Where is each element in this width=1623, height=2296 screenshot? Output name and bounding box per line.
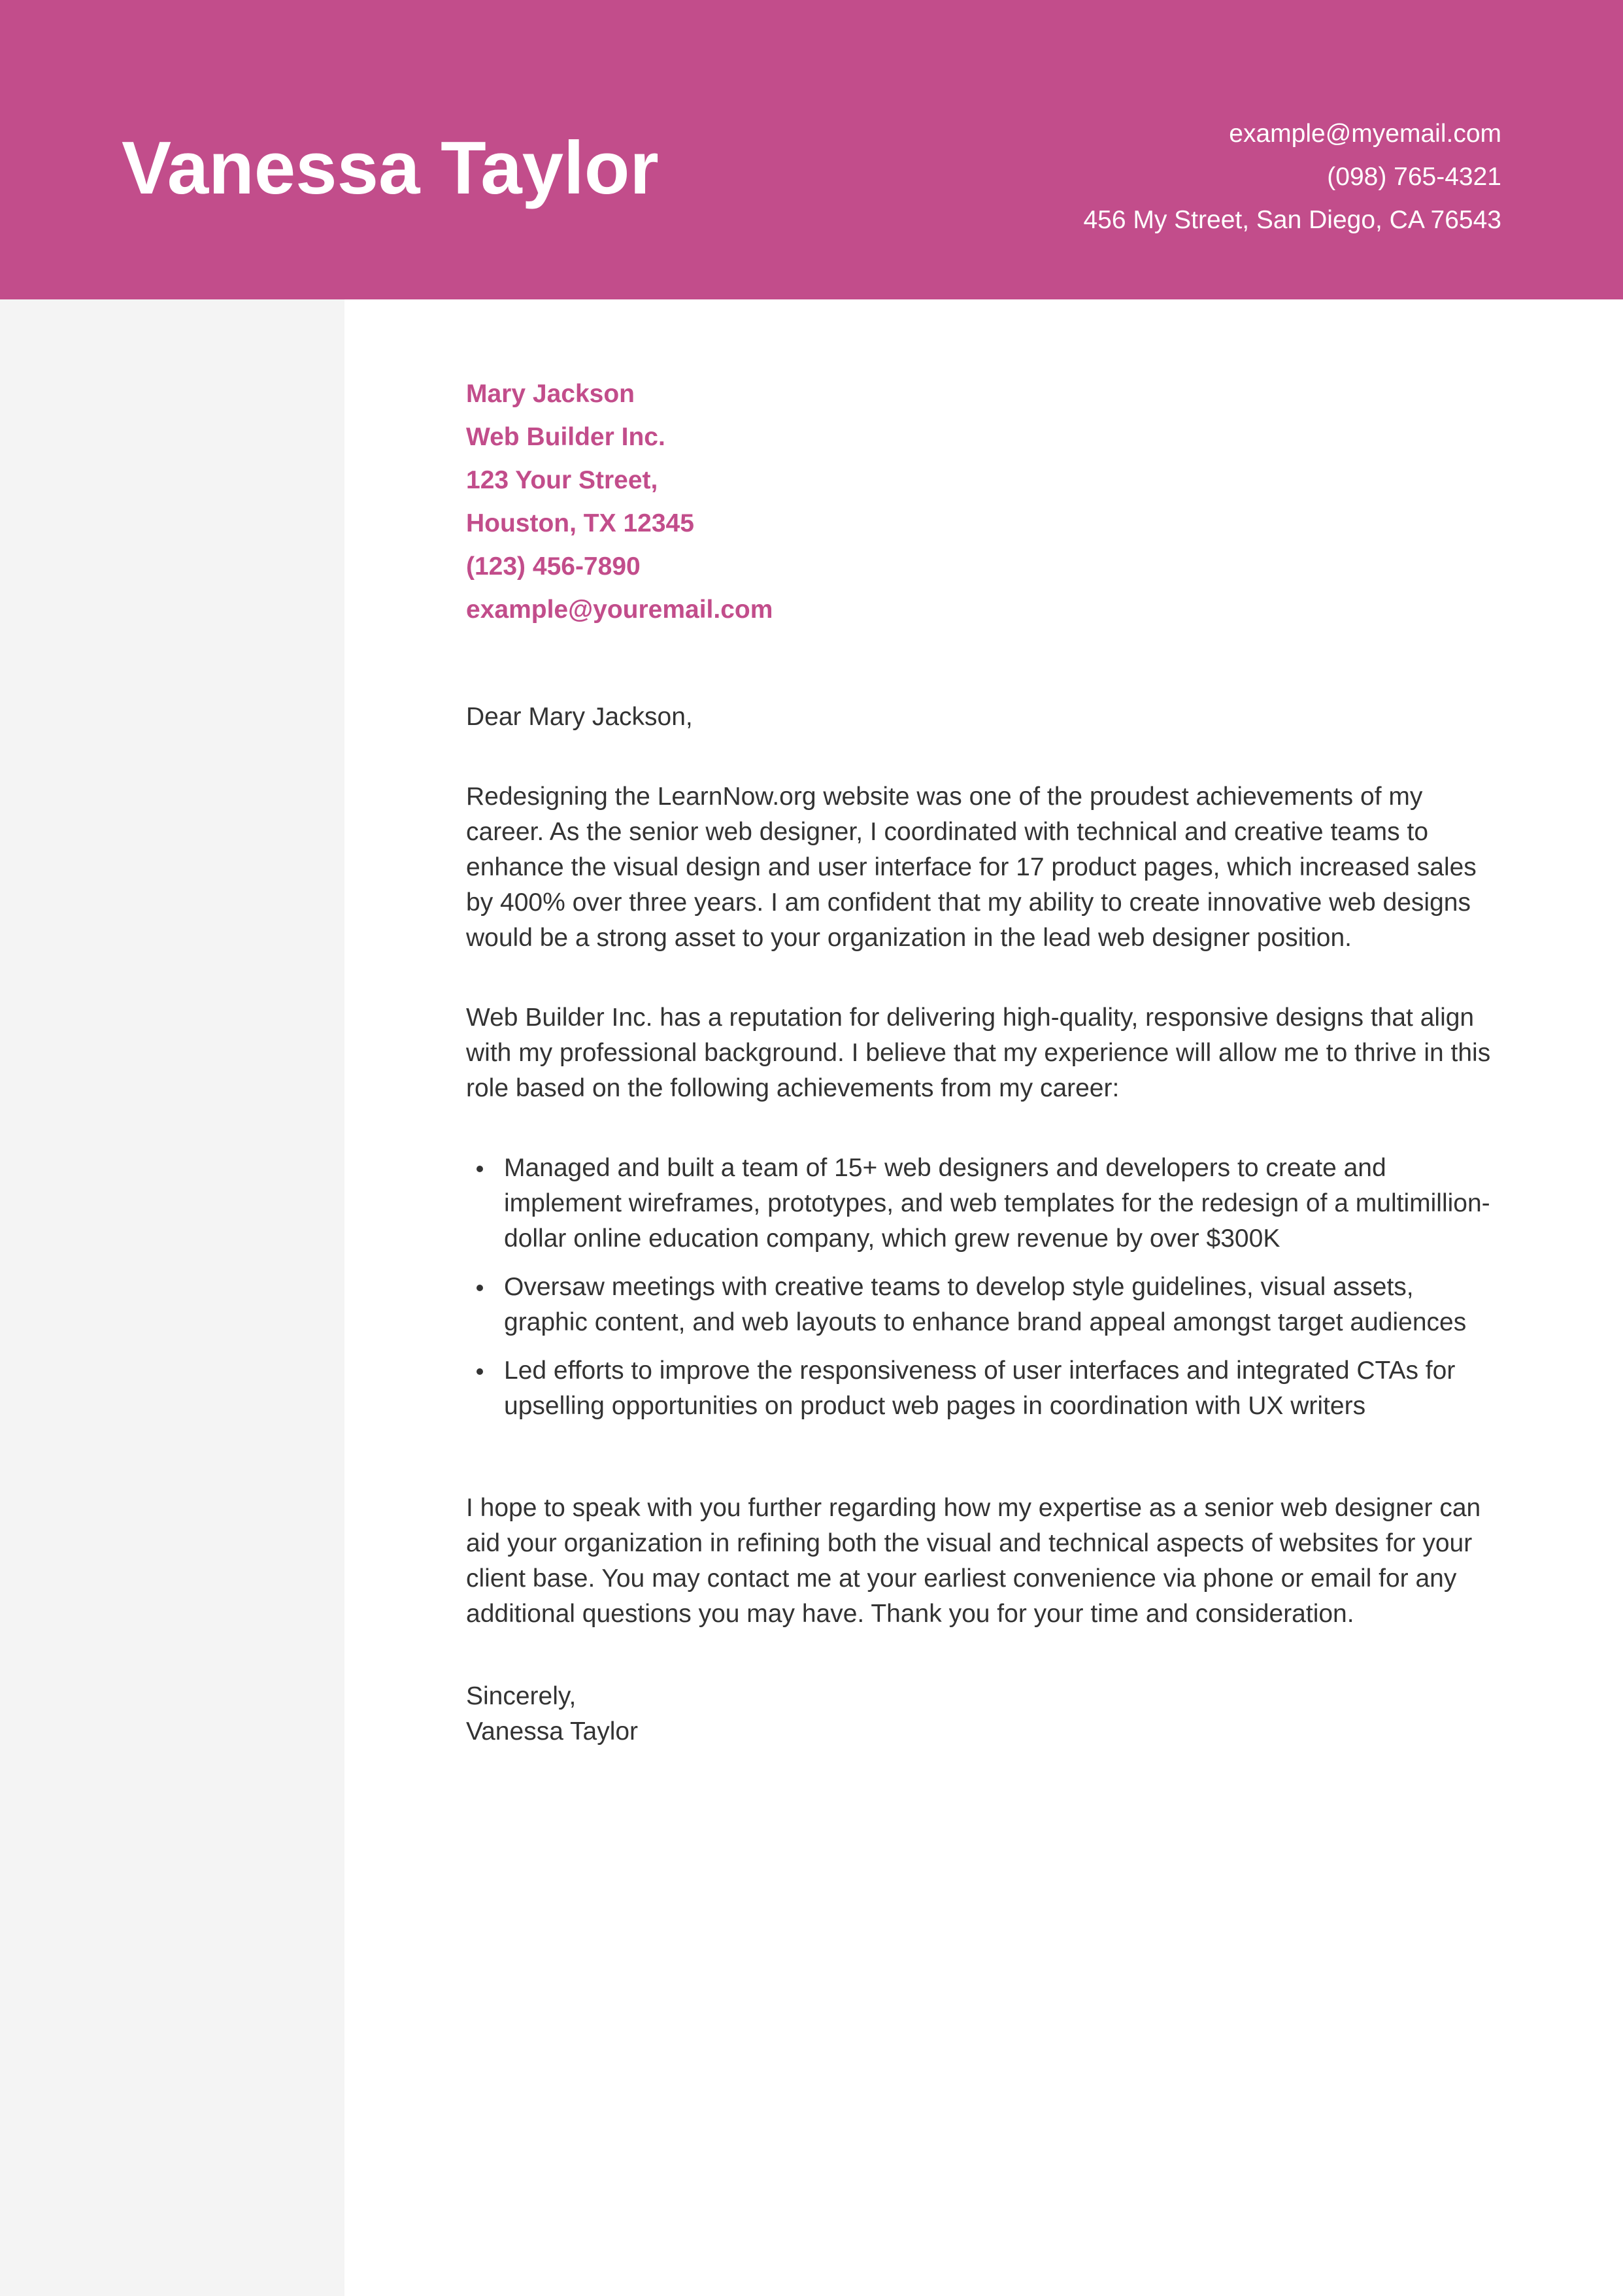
paragraph-fit: Web Builder Inc. has a reputation for delivering high-quality, responsive designs that align with my professional background. I believe that my experience will allow me to thrive in this role based on the following achievements from my career:	[466, 1004, 1491, 1102]
achievement-text: Managed and built a team of 15+ web designers and developers to create and implement wireframes, prototypes, and web templates for the redesign of a multimillion-dollar online education company, which grew revenue by over $300K	[504, 1154, 1490, 1253]
bullet-icon	[477, 1285, 483, 1291]
closing-phrase: Sincerely,	[466, 1682, 577, 1710]
letter-body	[466, 373, 1502, 1749]
header-banner	[0, 0, 1623, 299]
bullet-icon	[477, 1368, 483, 1375]
recipient-street: 123 Your Street,	[466, 466, 658, 494]
applicant-phone: (098) 765-4321	[1327, 163, 1501, 191]
list-item	[504, 1270, 1502, 1340]
applicant-contact	[1083, 112, 1501, 242]
achievement-text: Led efforts to improve the responsiveness of user interfaces and integrated CTAs for upselling opportunities on product web pages in coordination with UX writers	[504, 1357, 1456, 1420]
paragraph-intro: Redesigning the LearnNow.org website was one of the proudest achievements of my career. As the senior web designer, I coordinated with technical and creative teams to enhance the visual design and user interface for 17 product pages, which increased sales by 400% over three years. I am confident that my ability to create innovative web designs would be a strong asset to your organization in the lead web designer position.	[466, 783, 1477, 952]
recipient-block	[466, 373, 1502, 632]
recipient-email: example@youremail.com	[466, 596, 773, 624]
left-sidebar	[0, 299, 344, 2296]
achievement-text: Oversaw meetings with creative teams to develop style guidelines, visual assets, graphic content, and web layouts to enhance brand appeal amongst target audiences	[504, 1273, 1467, 1336]
salutation: Dear Mary Jackson,	[466, 703, 693, 731]
list-item	[504, 1151, 1502, 1257]
signoff-block	[466, 1679, 1502, 1749]
applicant-name: Vanessa Taylor	[122, 127, 659, 210]
applicant-email: example@myemail.com	[1229, 120, 1501, 148]
recipient-company: Web Builder Inc.	[466, 423, 665, 451]
recipient-phone: (123) 456-7890	[466, 552, 641, 581]
recipient-name: Mary Jackson	[466, 380, 635, 408]
list-item	[504, 1353, 1502, 1424]
paragraph-closing: I hope to speak with you further regarding how my expertise as a senior web designer can aid your organization in refining both the visual and technical aspects of websites for your client base. You may contact me at your earliest convenience via phone or email for any additional questions you may have. Thank you for your time and consideration.	[466, 1494, 1481, 1628]
recipient-city: Houston, TX 12345	[466, 509, 694, 537]
signature-name: Vanessa Taylor	[466, 1717, 639, 1746]
bullet-icon	[477, 1166, 483, 1172]
achievements-list	[466, 1151, 1502, 1424]
applicant-address: 456 My Street, San Diego, CA 76543	[1083, 206, 1501, 234]
